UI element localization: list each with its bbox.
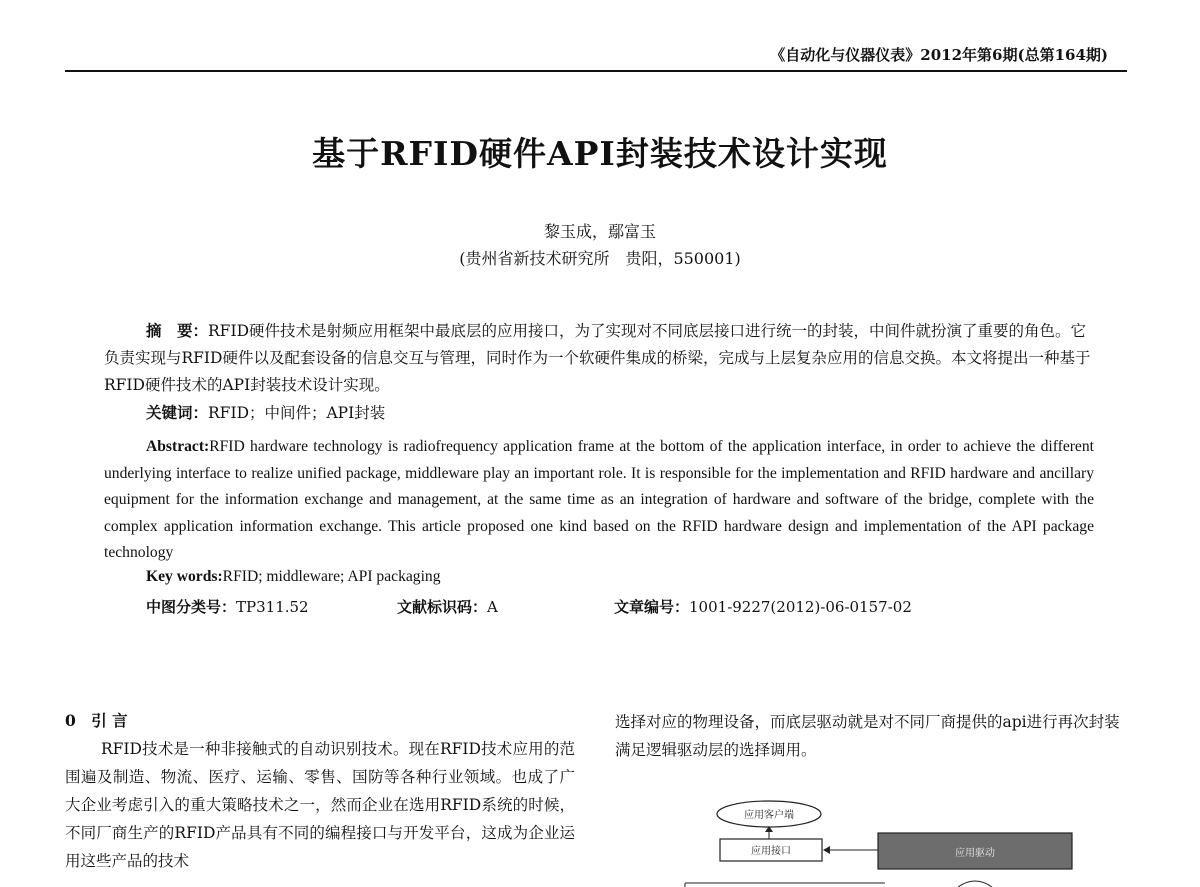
document-code: [397, 596, 498, 617]
doc-value: A: [487, 598, 498, 616]
architecture-diagram: [680, 795, 1140, 887]
authors: 黎玉成，鄢富玉: [543, 222, 656, 241]
clc-number: [146, 596, 309, 617]
abstract-zh-text: RFID硬件技术是射频应用框架中最底层的应用接口，为了实现对不同底层接口进行统一的封装，中间件就扮演了重要的角色。它负责实现与RFID硬件以及配套设备的信息交互与管理，同时作为一个软硬件集成的桥梁，完成与上层复杂应用的信息交换。本文将提出一种基于RFID硬件技术的API封装技术设计实现。: [104, 322, 1091, 394]
abstract-zh: [104, 317, 1094, 399]
driver-node-label: 应用驱动: [955, 848, 995, 859]
section-heading-introduction: 0 引 言: [65, 711, 128, 730]
abstract-en-text: RFID hardware technology is radiofrequency application frame at the bottom of the application interface, in order to achieve the different underlying interface to realize unified package, middleware play an important role. It is responsible for the implementation and RFID hardware and ancillary equipment for the information exchange and management, at the same time as an integration of hardware and software of the bridge, complete with the complex application information exchange. This article proposed one kind based on the RFID hardware design and implementation of the API package technology: [104, 438, 1094, 561]
header-rule: [65, 70, 1127, 72]
introduction-paragraph: RFID技术是一种非接触式的自动识别技术。现在RFID技术应用的范围遍及制造、物流、医疗、运输、零售、国防等各种行业领域。也成了广大企业考虑引入的重大策略技术之一，然而企业在选用RFID系统的时候，不同厂商生产的RFID产品具有不同的编程接口与开发平台，这成为企业运用这些产品的技术: [65, 740, 575, 870]
left-column: [65, 707, 575, 875]
abstract-en-label: Abstract:: [146, 438, 210, 455]
keywords-zh-label: 关键词：: [146, 403, 209, 422]
clc-value: TP311.52: [236, 598, 309, 616]
arrow-left-head: [823, 846, 830, 854]
clc-label: 中图分类号：: [146, 598, 237, 616]
article-value: 1001-9227(2012)-06-0157-02: [689, 598, 912, 616]
keywords-zh: [146, 401, 385, 423]
right-column-text: 选择对应的物理设备，而底层驱动就是对不同厂商提供的api进行再次封装满足逻辑驱动层的选择调用。: [615, 713, 1120, 759]
article-label: 文章编号：: [614, 598, 690, 616]
affiliation: (贵州省新技术研究所 贵阳，550001): [459, 249, 741, 268]
abstract-en: [104, 434, 1094, 567]
abstract-zh-label: 摘 要：: [146, 321, 209, 340]
client-node-label: 应用客户端: [744, 810, 794, 821]
paper-title: 基于RFID硬件API封装技术设计实现: [312, 134, 888, 173]
lower-node-arc: [958, 881, 992, 887]
interface-node-label: 应用接口: [751, 846, 791, 857]
journal-header: 《自动化与仪器仪表》2012年第6期(总第164期): [770, 46, 1108, 64]
doc-label: 文献标识码：: [397, 598, 488, 616]
keywords-en-text: RFID; middleware; API packaging: [222, 568, 441, 585]
keywords-en: [146, 568, 441, 586]
keywords-en-label: Key words:: [146, 568, 223, 585]
keywords-zh-text: RFID；中间件；API封装: [208, 404, 386, 422]
article-number: [614, 596, 912, 617]
